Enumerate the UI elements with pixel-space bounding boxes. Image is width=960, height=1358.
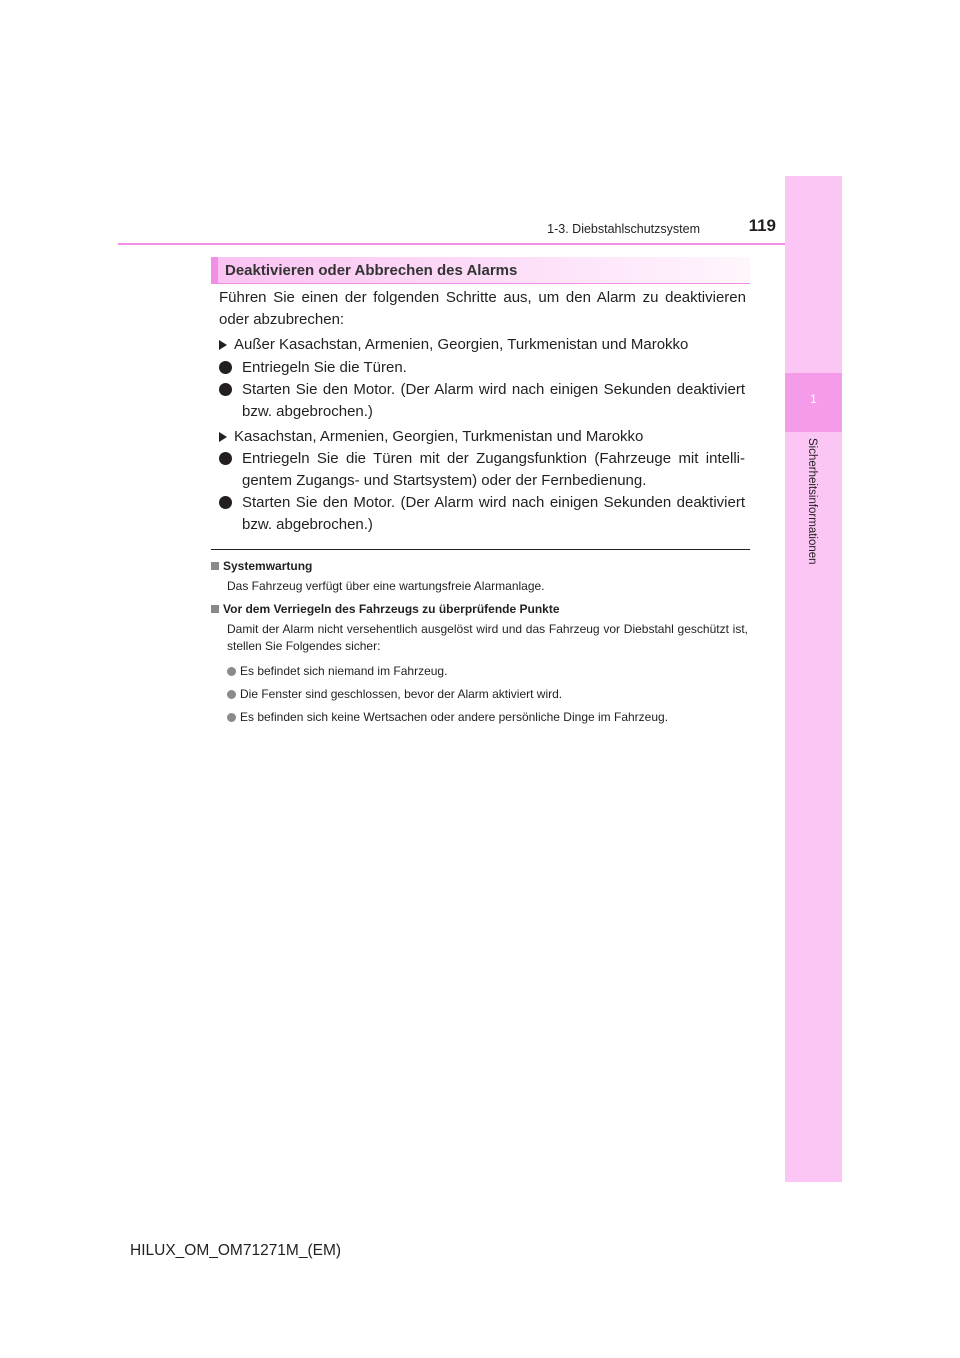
intro-paragraph: Führen Sie einen der folgenden Schritte aus, um den Alarm zu deaktivieren oder abzubrechen:: [219, 289, 746, 328]
square-bullet-icon: [211, 605, 219, 613]
page-number: 119: [748, 216, 776, 235]
note-text: Das Fahrzeug verfügt über eine wartungsfreie Alarmanlage.: [227, 579, 545, 593]
bullet-dot-icon: [219, 361, 232, 374]
heading-accent-bar: [211, 257, 218, 284]
heading-underline: [211, 283, 750, 284]
list-item-text: Entriegeln Sie die Türen mit der Zugangsfunktion (Fahrzeuge mit intelli-gentem Zugangs- und Startsystem) oder der Fernbedienung.: [242, 450, 745, 489]
note-bullet-text: Es befinden sich keine Wertsachen oder andere persönliche Dinge im Fahrzeug.: [240, 710, 669, 724]
triangle-bullet-icon: [219, 432, 227, 442]
heading-text: Deaktivieren oder Abbrechen des Alarms: [225, 262, 518, 279]
condition-text: Außer Kasachstan, Armenien, Georgien, Turkmenistan und Marokko: [234, 336, 689, 353]
bullet-dot-icon: [219, 383, 232, 396]
list-item-text: Starten Sie den Motor. (Der Alarm wird nach einigen Sekunden deaktiviert bzw. abgebrochen.): [242, 494, 745, 533]
bullet-dot-icon: [219, 496, 232, 509]
note-bullet-item: [227, 663, 747, 680]
square-bullet-icon: [211, 562, 219, 570]
chapter-title-vertical: Sicherheitsinformationen: [806, 438, 818, 565]
note-title: [211, 559, 312, 573]
condition-heading: [219, 426, 643, 448]
chapter-side-tab: [785, 176, 842, 1182]
bullet-dot-icon: [227, 713, 236, 722]
list-item: [219, 492, 746, 536]
chapter-number: 1: [810, 392, 817, 406]
list-item-text: Entriegeln Sie die Türen.: [242, 359, 407, 376]
bullet-dot-icon: [227, 690, 236, 699]
note-text: Damit der Alarm nicht versehentlich ausgelöst wird und das Fahrzeug vor Diebstahl geschützt ist, stellen Sie Folgendes sicher:: [227, 622, 748, 653]
note-title: [211, 602, 560, 616]
note-title-text: Systemwartung: [223, 559, 313, 573]
condition-text: Kasachstan, Armenien, Georgien, Turkmenistan und Marokko: [234, 428, 644, 445]
note-bullet-text: Die Fenster sind geschlossen, bevor der Alarm aktiviert wird.: [240, 687, 563, 701]
condition-heading: [219, 334, 688, 356]
list-item: [219, 357, 746, 379]
list-item: [219, 379, 746, 423]
note-bullet-item: [227, 686, 747, 703]
header-section-title: 1-3. Diebstahlschutzsystem: [547, 222, 700, 236]
list-item: [219, 448, 746, 492]
note-bullet-item: [227, 709, 747, 726]
bullet-dot-icon: [227, 667, 236, 676]
list-item-text: Starten Sie den Motor. (Der Alarm wird nach einigen Sekunden deaktiviert bzw. abgebrochen.): [242, 381, 745, 420]
header-rule: [118, 243, 842, 245]
note-bullet-text: Es befindet sich niemand im Fahrzeug.: [240, 664, 448, 678]
note-title-text: Vor dem Verriegeln des Fahrzeugs zu überprüfende Punkte: [223, 602, 560, 616]
notes-divider: [211, 549, 750, 550]
section-heading: [211, 257, 750, 284]
bullet-dot-icon: [219, 452, 232, 465]
triangle-bullet-icon: [219, 340, 227, 350]
document-code-footer: HILUX_OM_OM71271M_(EM): [130, 1242, 342, 1259]
